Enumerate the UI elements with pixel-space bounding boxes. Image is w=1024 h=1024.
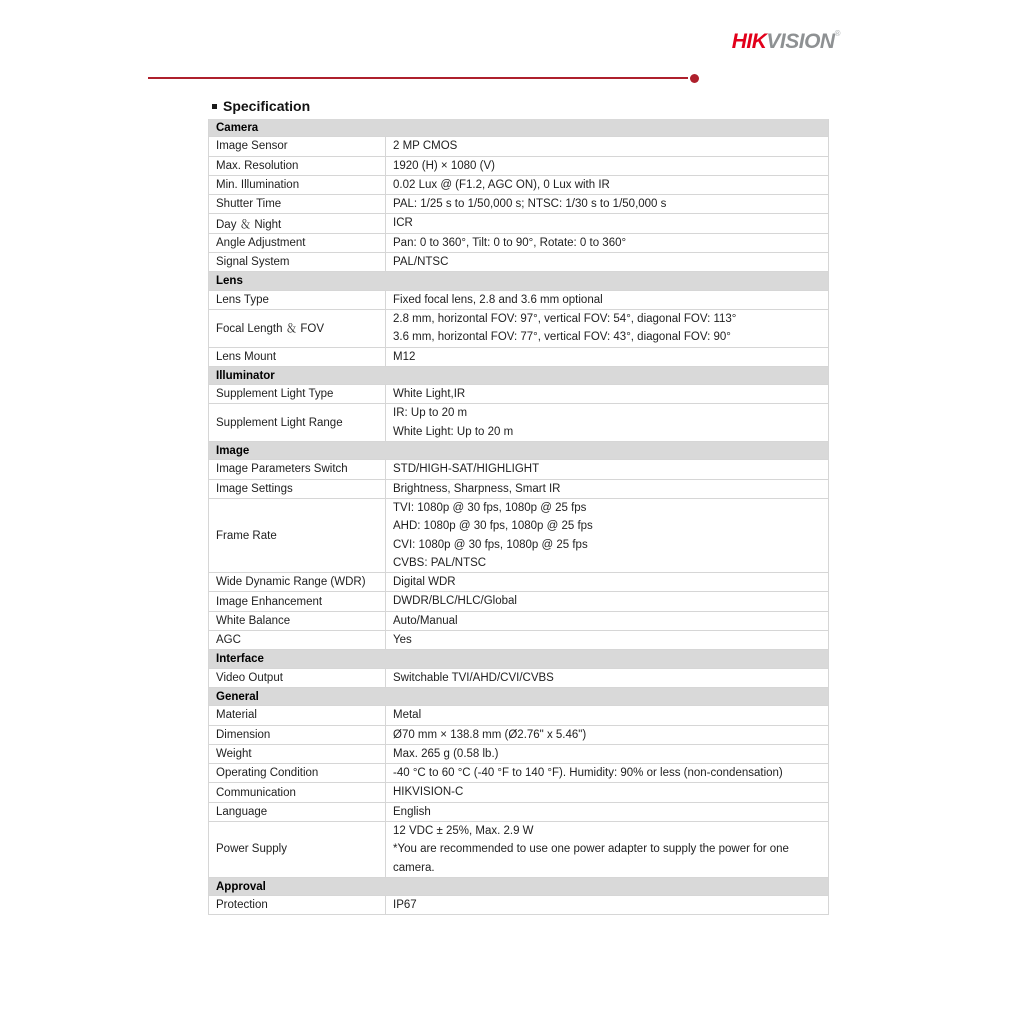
spec-row [209,669,828,688]
spec-row [209,783,828,802]
spec-label: Signal System [209,253,386,271]
spec-label: Supplement Light Range [209,404,386,441]
spec-label: Image Sensor [209,137,386,155]
spec-value-line: AHD: 1080p @ 30 fps, 1080p @ 25 fps [393,520,593,533]
spec-value-line: HIKVISION-C [393,786,464,799]
spec-row [209,726,828,745]
spec-row [209,480,828,499]
hikvision-logo [732,30,840,54]
spec-row [209,573,828,592]
spec-row [209,592,828,611]
spec-value-line: 2 MP CMOS [393,140,458,153]
spec-value-line: PAL/NTSC [393,256,449,269]
spec-value-line: DWDR/BLC/HLC/Global [393,595,517,608]
spec-value [386,822,828,877]
spec-label: Max. Resolution [209,157,386,175]
spec-value-line: M12 [393,350,416,363]
spec-row [209,253,828,272]
spec-row [209,404,828,442]
spec-label: Frame Rate [209,499,386,572]
spec-label: Day ＆ Night [209,214,386,232]
heading-bullet-icon [212,104,217,109]
spec-label: Supplement Light Type [209,385,386,403]
spec-value-line: Switchable TVI/AHD/CVI/CVBS [393,671,554,684]
spec-value [386,348,828,366]
spec-row [209,612,828,631]
spec-label: Focal Length ＆ FOV [209,310,386,347]
spec-row [209,706,828,725]
spec-value [386,783,828,801]
spec-label: White Balance [209,612,386,630]
section-header: General [209,688,828,706]
spec-row [209,214,828,233]
spec-value-line: Pan: 0 to 360°, Tilt: 0 to 90°, Rotate: 0 to 360° [393,236,627,249]
spec-label: Language [209,803,386,821]
spec-row [209,460,828,479]
spec-value [386,896,828,914]
spec-value [386,726,828,744]
spec-value [386,234,828,252]
logo-hik-text: HIK [731,30,767,53]
spec-value-line: ICR [393,217,413,230]
spec-value-line: IR: Up to 20 m [393,407,468,420]
spec-label: Lens Type [209,291,386,309]
spec-label: Video Output [209,669,386,687]
spec-value [386,631,828,649]
spec-value [386,195,828,213]
spec-row [209,385,828,404]
spec-row [209,291,828,310]
spec-value-line: 12 VDC ± 25%, Max. 2.9 W [393,824,534,837]
specification-heading [212,98,310,114]
spec-value-line: STD/HIGH-SAT/HIGHLIGHT [393,463,540,476]
spec-value [386,291,828,309]
spec-row [209,176,828,195]
red-divider-line [148,77,688,79]
spec-label: Weight [209,745,386,763]
spec-value [386,706,828,724]
spec-value-line: Ø70 mm × 138.8 mm (Ø2.76" x 5.46") [393,728,587,741]
spec-row [209,764,828,783]
section-header: Approval [209,878,828,896]
section-header: Interface [209,650,828,668]
spec-row [209,310,828,348]
spec-value-line: CVI: 1080p @ 30 fps, 1080p @ 25 fps [393,538,588,551]
spec-value [386,499,828,572]
spec-row [209,137,828,156]
spec-label: Operating Condition [209,764,386,782]
spec-label: Min. Illumination [209,176,386,194]
spec-value-line: 1920 (H) × 1080 (V) [393,159,495,172]
spec-label: Shutter Time [209,195,386,213]
spec-value-line: White Light: Up to 20 m [393,425,514,438]
spec-value-line: Brightness, Sharpness, Smart IR [393,482,561,495]
spec-row [209,157,828,176]
spec-row [209,745,828,764]
spec-value [386,157,828,175]
spec-row [209,348,828,367]
section-header: Image [209,442,828,460]
spec-value [386,404,828,441]
spec-label: AGC [209,631,386,649]
spec-value-line: *You are recommended to use one power adapter to supply the power for one camera. [393,843,789,874]
spec-label: Image Settings [209,480,386,498]
spec-label: Image Parameters Switch [209,460,386,478]
spec-label: Protection [209,896,386,914]
spec-value [386,214,828,232]
spec-row [209,499,828,573]
spec-value-line: English [393,805,431,818]
spec-label: Material [209,706,386,724]
spec-label: Power Supply [209,822,386,877]
red-divider-dot-icon [690,74,699,83]
spec-value-line: 3.6 mm, horizontal FOV: 77°, vertical FOV: 43°, diagonal FOV: 90° [393,331,731,344]
spec-value [386,803,828,821]
spec-value [386,310,828,347]
registered-trademark-icon: ® [834,29,840,38]
spec-label: Communication [209,783,386,801]
spec-value [386,385,828,403]
spec-value [386,669,828,687]
spec-row [209,822,828,878]
spec-value [386,612,828,630]
spec-value-line: CVBS: PAL/NTSC [393,556,487,569]
spec-value [386,764,828,782]
spec-value-line: Auto/Manual [393,614,458,627]
section-header: Lens [209,272,828,290]
specification-table [208,119,829,915]
spec-row [209,195,828,214]
spec-value-line: TVI: 1080p @ 30 fps, 1080p @ 25 fps [393,501,587,514]
spec-value [386,480,828,498]
spec-value-line: IP67 [393,899,417,912]
spec-label: Wide Dynamic Range (WDR) [209,573,386,591]
spec-value [386,137,828,155]
spec-value [386,592,828,610]
spec-row [209,631,828,650]
spec-row [209,896,828,914]
spec-value-line: PAL: 1/25 s to 1/50,000 s; NTSC: 1/30 s to 1/50,000 s [393,198,667,211]
spec-value [386,745,828,763]
spec-value [386,460,828,478]
spec-value-line: Fixed focal lens, 2.8 and 3.6 mm optional [393,293,603,306]
spec-row [209,234,828,253]
spec-value-line: Max. 265 g (0.58 lb.) [393,747,499,760]
spec-value-line: Digital WDR [393,576,456,589]
spec-value [386,176,828,194]
spec-label: Dimension [209,726,386,744]
spec-value-line: 2.8 mm, horizontal FOV: 97°, vertical FOV: 54°, diagonal FOV: 113° [393,312,737,325]
section-header: Illuminator [209,367,828,385]
spec-value-line: White Light,IR [393,388,466,401]
spec-value [386,253,828,271]
spec-value-line: -40 °C to 60 °C (-40 °F to 140 °F). Humidity: 90% or less (non-condensation) [393,767,783,780]
spec-value-line: 0.02 Lux @ (F1.2, AGC ON), 0 Lux with IR [393,178,610,191]
spec-label: Angle Adjustment [209,234,386,252]
section-header: Camera [209,119,828,137]
spec-label: Image Enhancement [209,592,386,610]
spec-value [386,573,828,591]
heading-title: Specification [223,98,311,114]
spec-row [209,803,828,822]
spec-label: Lens Mount [209,348,386,366]
spec-value-line: Metal [393,709,422,722]
spec-value-line: Yes [393,634,412,647]
logo-vision-text: VISION [766,30,835,53]
